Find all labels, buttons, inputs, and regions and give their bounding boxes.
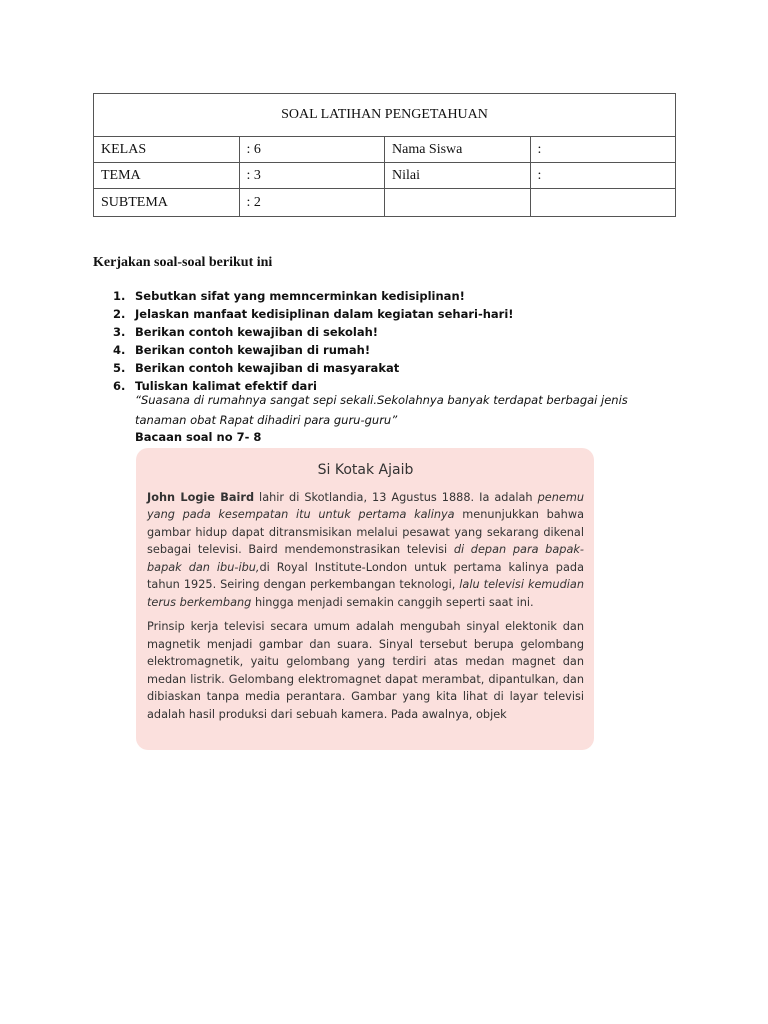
question-text: Tuliskan kalimat efektif dari <box>135 379 317 393</box>
question-text: Sebutkan sifat yang memncerminkan kedisiplinan! <box>135 289 465 303</box>
subtema-value: : 2 <box>239 189 385 217</box>
nilai-label: Nilai <box>385 163 531 189</box>
question-text: Berikan contoh kewajiban di sekolah! <box>135 325 379 339</box>
table-row <box>94 137 676 163</box>
list-item <box>113 341 673 359</box>
worksheet-title: SOAL LATIHAN PENGETAHUAN <box>94 94 676 137</box>
table-row <box>94 163 676 189</box>
subtema-label: SUBTEMA <box>94 189 240 217</box>
question-number: 2. <box>113 307 126 321</box>
empty-cell <box>385 189 531 217</box>
question-text: Jelaskan manfaat kedisiplinan dalam kegiatan sehari-hari! <box>135 307 514 321</box>
list-item <box>113 287 673 305</box>
list-item <box>113 323 673 341</box>
empty-cell <box>530 189 676 217</box>
kelas-value: : 6 <box>239 137 385 163</box>
header-table <box>93 93 676 217</box>
story-text: hingga menjadi semakin canggih seperti saat ini. <box>251 595 534 609</box>
story-text: penemu yang pada kesempatan itu untuk pertama kalinya <box>147 490 584 521</box>
kelas-label: KELAS <box>94 137 240 163</box>
nama-siswa-label: Nama Siswa <box>385 137 531 163</box>
story-text: menunjukkan bahwa gambar hidup dapat ditransmisikan melalui pesawat yang sekarang dikenal sebagai televisi. Baird mendemonstrasikan televisi <box>147 508 584 556</box>
story-title: Si Kotak Ajaib <box>317 462 414 478</box>
story-paragraph-1 <box>147 489 584 612</box>
tema-label: TEMA <box>94 163 240 189</box>
nilai-value: : <box>530 163 676 189</box>
story-text: di Royal Institute-London untuk pertama kalinya pada tahun 1925. Seiring dengan perkembangan teknologi, <box>147 560 584 591</box>
story-text: di depan para bapak-bapak dan ibu-ibu, <box>147 543 584 574</box>
quoted-sentence: “Suasana di rumahnya sangat sepi sekali.Sekolahnya banyak terdapat berbagai jenis tanaman obat Rapat dihadiri para guru-guru” <box>135 393 628 427</box>
question-number: 5. <box>113 361 126 375</box>
nama-siswa-value: : <box>530 137 676 163</box>
story-box <box>136 448 594 750</box>
question-number: 1. <box>113 289 126 303</box>
question-number: 3. <box>113 325 126 339</box>
reading-reference: Bacaan soal no 7- 8 <box>135 430 262 444</box>
question-text: Berikan contoh kewajiban di rumah! <box>135 343 371 357</box>
story-text: lalu televisi kemudian terus berkembang <box>147 578 584 609</box>
story-text: John Logie Baird <box>147 490 255 504</box>
instruction-heading: Kerjakan soal-soal berikut ini <box>93 255 273 270</box>
list-item <box>113 305 673 323</box>
question-list <box>113 287 673 395</box>
tema-value: : 3 <box>239 163 385 189</box>
question-text: Berikan contoh kewajiban di masyarakat <box>135 361 400 375</box>
story-text: lahir di Skotlandia, 13 Agustus 1888. Ia adalah <box>254 490 538 504</box>
question-number: 6. <box>113 379 126 393</box>
list-item <box>113 359 673 377</box>
question-number: 4. <box>113 343 126 357</box>
story-paragraph-2: Prinsip kerja televisi secara umum adalah mengubah sinyal elektonik dan magnetik menjadi gambar dan suara. Sinyal tersebut berupa gelombang elektromagnetik, yaitu gelombang yang terdiri atas medan magnet dan medan listrik. Gelombang elektromagnet dapat merambat, dipantulkan, dan dibiaskan tanpa media perantara. Gambar yang kita lihat di layar televisi adalah hasil produksi dari sebuah kamera. Pada awalnya, objek <box>147 620 584 721</box>
table-row <box>94 189 676 217</box>
